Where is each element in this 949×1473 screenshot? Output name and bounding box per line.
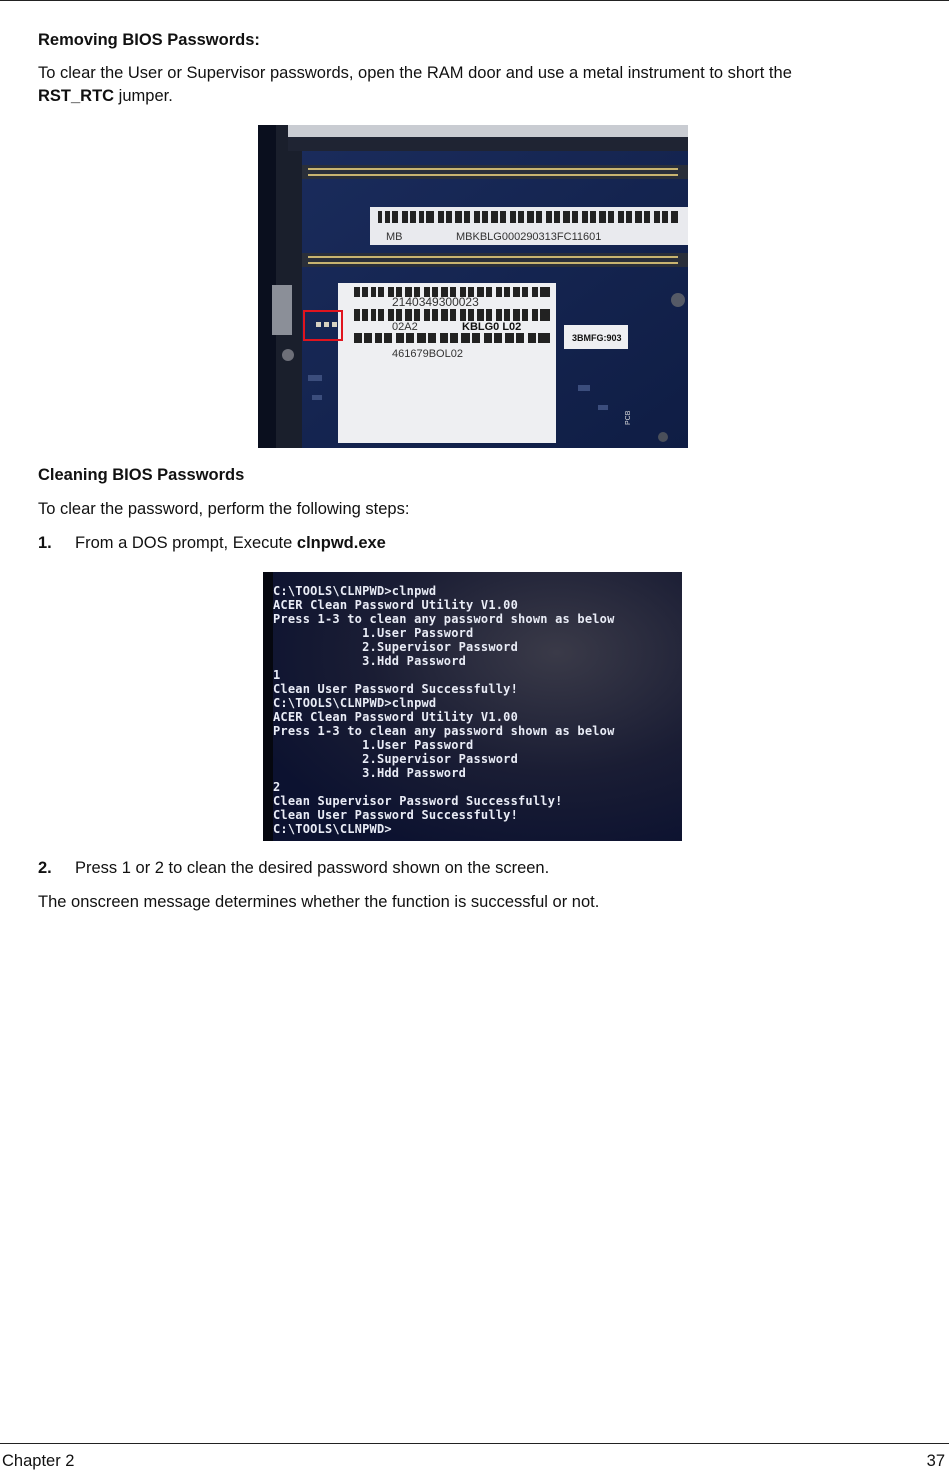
- dos-output-line: C:\TOOLS\CLNPWD>: [273, 822, 392, 836]
- dos-output-line: 3.Hdd Password: [273, 766, 467, 780]
- motherboard-illustration: [258, 125, 688, 448]
- dos-output-line: ACER Clean Password Utility V1.00: [273, 710, 519, 724]
- dos-output-line: Press 1-3 to clean any password shown as below: [273, 612, 615, 626]
- dos-output-line: Clean User Password Successfully!: [273, 808, 519, 822]
- label-pcb: PCB: [625, 410, 632, 425]
- footer-page-number: 37: [926, 1452, 945, 1470]
- motherboard-photo: [258, 125, 688, 448]
- paragraph-text-end: jumper.: [114, 87, 173, 105]
- step-1-text: From a DOS prompt, Execute: [75, 534, 297, 552]
- top-rule: [0, 0, 949, 1]
- dos-output-line: Press 1-3 to clean any password shown as below: [273, 724, 615, 738]
- section-heading-removing: Removing BIOS Passwords:: [38, 31, 260, 49]
- step-1-number: 1.: [38, 534, 52, 552]
- dos-output-line: C:\TOOLS\CLNPWD>clnpwd: [273, 584, 437, 598]
- dos-output-line: 1: [273, 668, 281, 682]
- footer-rule: [0, 1443, 949, 1444]
- step-2-text: Press 1 or 2 to clean the desired password shown on the screen.: [75, 859, 550, 877]
- cleaning-intro: To clear the password, perform the following steps:: [38, 500, 410, 518]
- step-2: [38, 857, 549, 880]
- dos-output-line: 2: [273, 780, 281, 794]
- step-2-number: 2.: [38, 859, 52, 877]
- dos-output-line: C:\TOOLS\CLNPWD>clnpwd: [273, 696, 437, 710]
- section-heading-cleaning: Cleaning BIOS Passwords: [38, 466, 245, 484]
- label-part-number: MBKBLG000290313FC11601: [456, 231, 602, 243]
- label-code: 461679BOL02: [392, 348, 463, 360]
- paragraph-text: To clear the User or Supervisor passwords, open the RAM door and use a metal instrument to short the: [38, 64, 792, 82]
- label-model: KBLG0 L02: [462, 321, 522, 333]
- dos-output-line: 1.User Password: [273, 738, 474, 752]
- label-mb: MB: [386, 231, 403, 243]
- footer-chapter: Chapter 2: [2, 1452, 75, 1470]
- dos-output-line: 2.Supervisor Password: [273, 640, 519, 654]
- label-side: 3BMFG:903: [572, 333, 622, 343]
- section-paragraph-removing: [38, 62, 918, 108]
- closing-paragraph: The onscreen message determines whether the function is successful or not.: [38, 893, 600, 911]
- dos-output-line: 1.User Password: [273, 626, 474, 640]
- screen-bezel: [263, 572, 273, 841]
- label-rev: 02A2: [392, 321, 418, 333]
- dos-output-line: 3.Hdd Password: [273, 654, 467, 668]
- dos-output-line: Clean User Password Successfully!: [273, 682, 519, 696]
- dos-screen-photo: [263, 572, 682, 841]
- step-1-command: clnpwd.exe: [296, 534, 386, 552]
- jumper-name: RST_RTC: [38, 87, 115, 105]
- dos-output-line: ACER Clean Password Utility V1.00: [273, 598, 519, 612]
- dos-output-line: Clean Supervisor Password Successfully!: [273, 794, 563, 808]
- step-1: [38, 532, 386, 555]
- label-serial: 2140349300023: [392, 295, 479, 309]
- dos-output-line: 2.Supervisor Password: [273, 752, 519, 766]
